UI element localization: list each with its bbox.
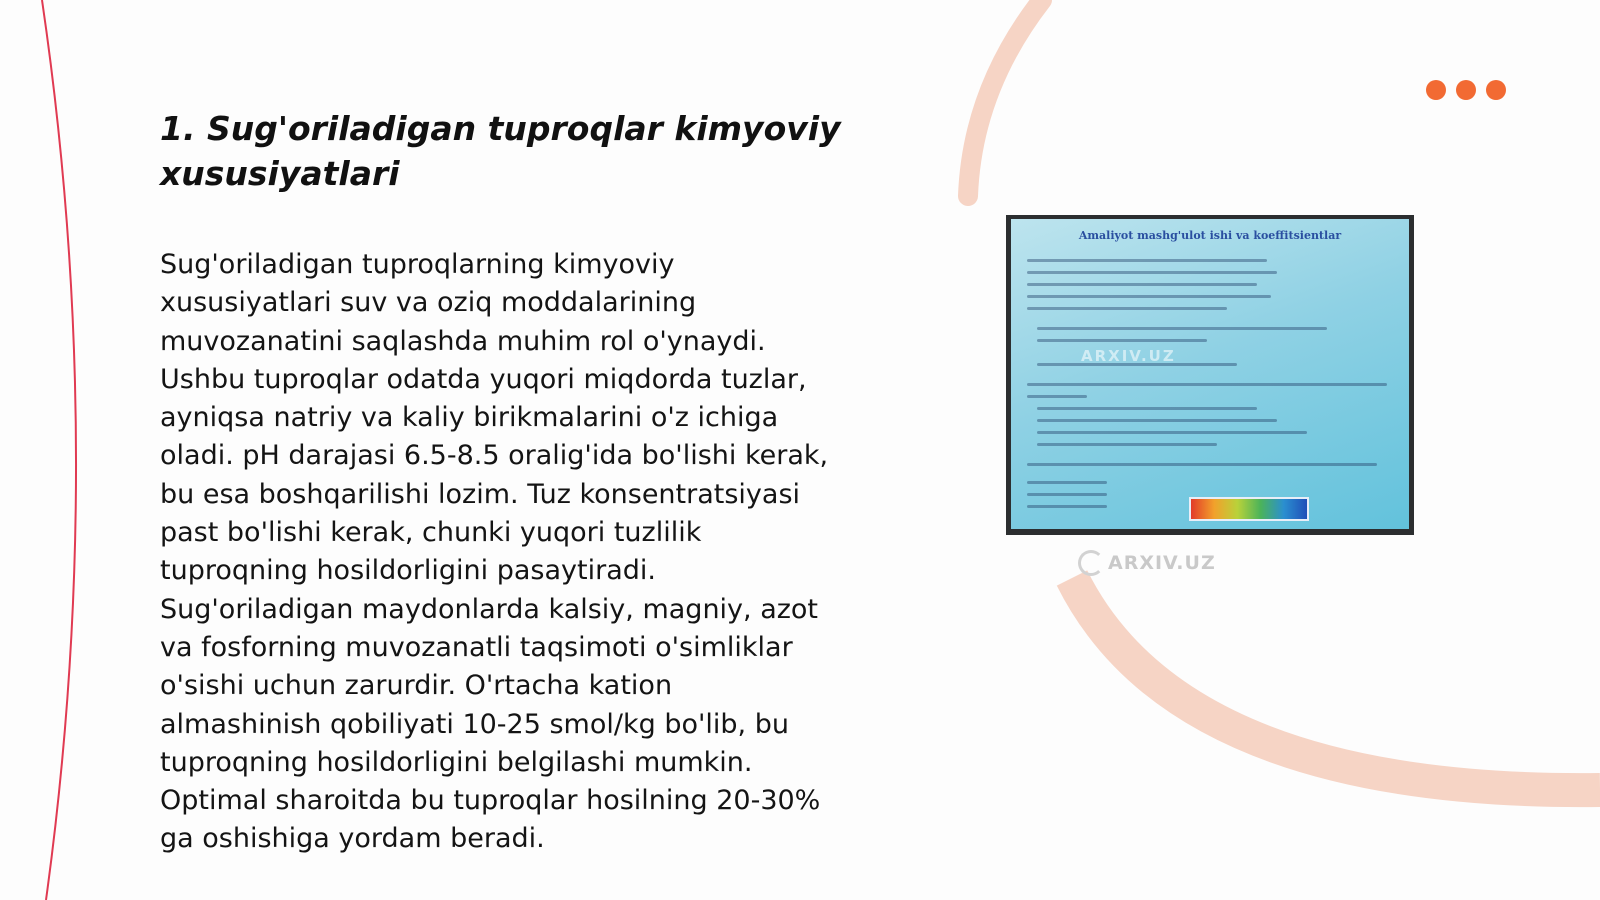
blurred-text-line bbox=[1037, 339, 1207, 342]
peach-arc-bottom bbox=[1072, 578, 1600, 790]
arxiv-logo-icon bbox=[1078, 550, 1104, 576]
blurred-text-line bbox=[1027, 395, 1087, 398]
peach-arc-top bbox=[968, 0, 1042, 196]
blurred-text-line bbox=[1027, 505, 1107, 508]
slide-title: 1. Sug'oriladigan tuproqlar kimyoviy xususiyatlari bbox=[160, 109, 841, 193]
arxiv-watermark-text: ARXIV.UZ bbox=[1108, 552, 1216, 574]
blurred-text-line bbox=[1037, 419, 1277, 422]
dot bbox=[1456, 80, 1476, 100]
more-dots-icon bbox=[1426, 80, 1506, 100]
projected-slide bbox=[1011, 219, 1409, 529]
blurred-text-line bbox=[1037, 443, 1217, 446]
blurred-text-line bbox=[1027, 295, 1271, 298]
blurred-text-line bbox=[1027, 383, 1387, 386]
blurred-text-line bbox=[1027, 463, 1377, 466]
blurred-text-line bbox=[1027, 259, 1267, 262]
slide-body-text: Sug'oriladigan tuproqlarning kimyoviy xususiyatlari suv va oziq moddalarining muvozanatini saqlashda muhim rol o'ynaydi. Ushbu tuproqlar odatda yuqori miqdorda tuzlar, ayniqsa natriy va kaliy birikmalarini o'z ichiga oladi. pH darajasi 6.5-8.5 oralig'ida bo'lishi kerak, bu esa boshqarilishi lozim. Tuz konsentratsiyasi past bo'lishi kerak, chunki yuqori tuzlilik tuproqning hosildorligini pasaytiradi. Sug'oriladigan maydonlarda kalsiy, magniy, azot va fosforning muvozanatli taqsimoti o'simliklar o'sishi uchun zarurdir. O'rtacha kation almashinish qobiliyati 10-25 smol/kg bo'lib, bu tuproqning hosildorligini belgilashi mumkin. Optimal sharoitda bu tuproqlar hosilning 20-30% ga oshishiga yordam beradi. bbox=[160, 249, 829, 855]
slide-photo bbox=[1006, 215, 1414, 535]
left-red-curve bbox=[42, 0, 76, 900]
projected-slide-title: Amaliyot mashg'ulot ishi va koeffitsientlar bbox=[1078, 229, 1342, 242]
blurred-text-line bbox=[1027, 283, 1257, 286]
blurred-text-line bbox=[1027, 481, 1107, 484]
color-spectrum-bar bbox=[1189, 497, 1309, 521]
arxiv-watermark bbox=[1078, 550, 1216, 576]
dot bbox=[1426, 80, 1446, 100]
dot bbox=[1486, 80, 1506, 100]
blurred-text-line bbox=[1027, 307, 1227, 310]
projected-slide-watermark: ARXIV.UZ bbox=[1081, 347, 1176, 365]
blurred-text-line bbox=[1027, 493, 1107, 496]
blurred-text-line bbox=[1037, 431, 1307, 434]
blurred-text-line bbox=[1027, 271, 1277, 274]
blurred-text-line bbox=[1037, 407, 1257, 410]
blurred-text-line bbox=[1037, 327, 1327, 330]
